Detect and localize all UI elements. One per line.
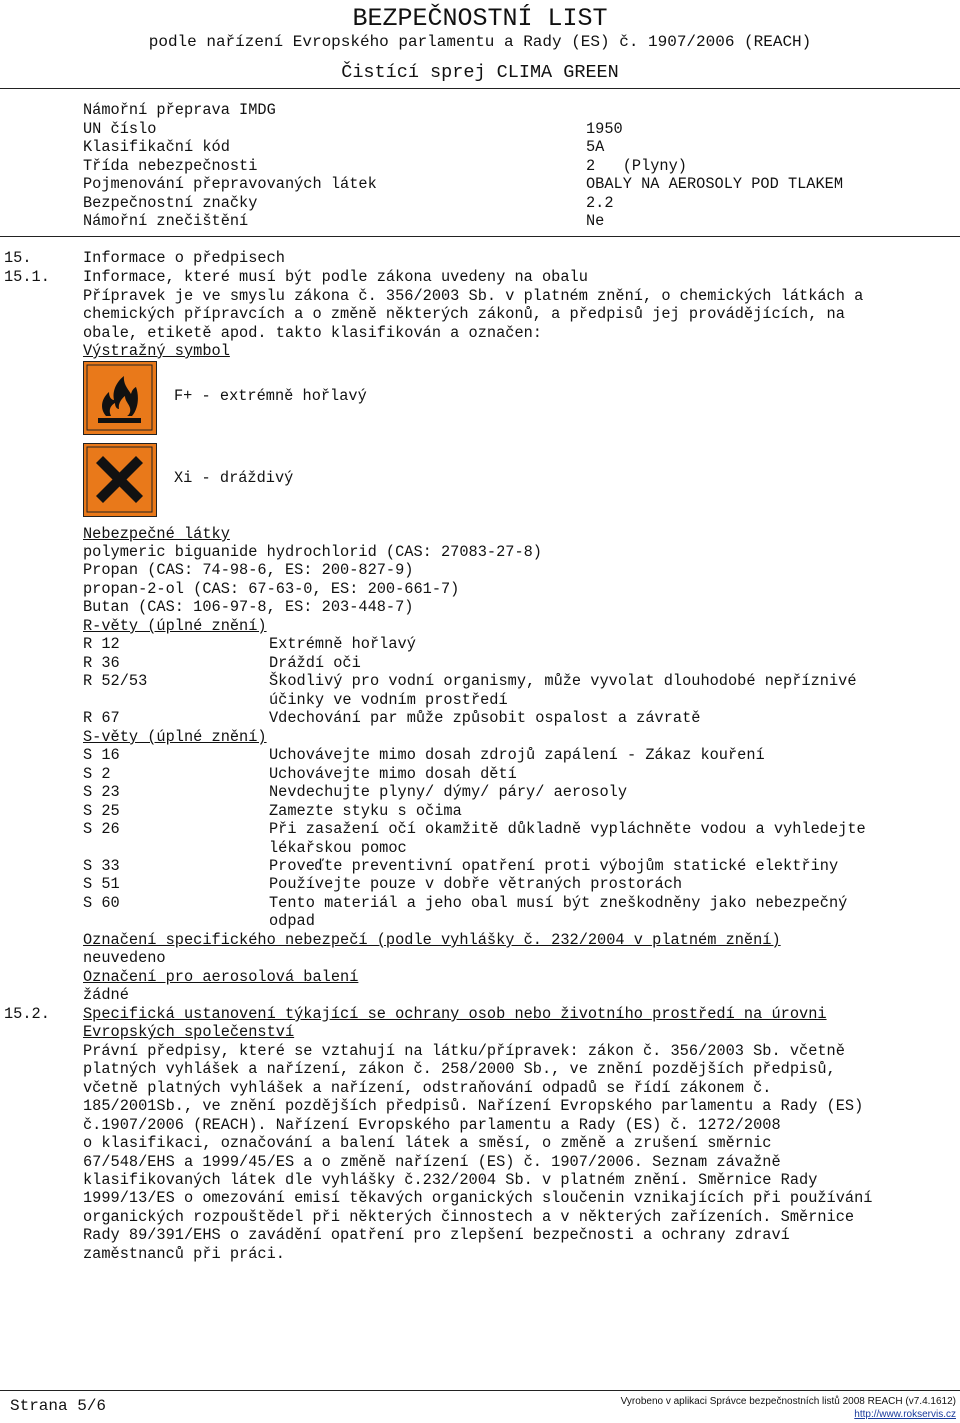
aerosol-value: žádné (83, 986, 129, 1004)
s-phrase-row (0, 875, 960, 893)
regulation-text: o klasifikaci, označování a balení látek a směsí, o změně a zrušení směrnic (83, 1134, 772, 1152)
specific-hazard-heading: Označení specifického nebezpečí (podle vyhlášky č. 232/2004 v platném znění) (83, 931, 781, 949)
s-phrase-row (0, 857, 960, 875)
footer-divider (0, 1390, 960, 1391)
regulation-text: klasifikovaných látek dle vyhlášky č.232/2004 Sb. v platném znění. Směrnice Rady (83, 1171, 818, 1189)
imdg-label: Třída nebezpečnosti (83, 157, 258, 175)
phrase-code: R 12 (83, 635, 120, 653)
regulation-text: Rady 89/391/EHS o zavádění opatření pro zlepšení bezpečnosti a ochrany zdraví (83, 1226, 790, 1244)
phrase-text: Při zasažení očí okamžitě důkladně vypláchněte vodou a vyhledejte (269, 820, 866, 838)
phrase-text: Zamezte styku s očima (269, 802, 462, 820)
phrase-code: S 60 (83, 894, 120, 912)
hazard-item: polymeric biguanide hydrochlorid (CAS: 27083-27-8) (83, 543, 542, 561)
imdg-value: 5A (586, 138, 605, 156)
r-phrase-row (0, 709, 960, 727)
regulation-text: 1999/13/ES o omezování emisí těkavých organických sloučenin vznikajících při používání (83, 1189, 873, 1207)
phrase-text: Uchovávejte mimo dosah zdrojů zapálení - Zákaz kouření (269, 746, 765, 764)
s-phrase-row (0, 783, 960, 801)
imdg-heading: Námořní přeprava IMDG (83, 101, 276, 119)
s-phrase-row (0, 746, 960, 764)
imdg-row (0, 194, 960, 212)
phrase-text: Nevdechujte plyny/ dýmy/ páry/ aerosoly (269, 783, 628, 801)
phrase-text: Škodlivý pro vodní organismy, může vyvolat dlouhodobé nepříznivé (269, 672, 857, 690)
specific-hazard-value: neuvedeno (83, 949, 166, 967)
section-15-2-heading (0, 1005, 960, 1023)
imdg-value: OBALY NA AEROSOLY POD TLAKEM (586, 175, 844, 193)
header-divider (0, 88, 960, 89)
imdg-label: Klasifikační kód (83, 138, 230, 156)
phrase-code: S 25 (83, 802, 120, 820)
phrase-text: Používejte pouze v dobře větraných prostorách (269, 875, 683, 893)
s-phrases-heading: S-věty (úplné znění) (83, 728, 267, 746)
symbol-row (0, 469, 960, 487)
section-title: Informace, které musí být podle zákona uvedeny na obalu (83, 268, 588, 286)
imdg-label: Pojmenování přepravovaných látek (83, 175, 377, 193)
phrase-text: Dráždí oči (269, 654, 361, 672)
phrase-text: Tento materiál a jeho obal musí být zneškodněny jako nebezpečný (269, 894, 848, 912)
phrase-code: S 51 (83, 875, 120, 893)
section-15-heading (0, 249, 960, 267)
phrase-text: Proveďte preventivní opatření proti výbojům statické elektřiny (269, 857, 839, 875)
intro-text: obale, etiketě apod. takto klasifikován a označen: (83, 324, 542, 342)
page-number: Strana 5/6 (10, 1397, 107, 1415)
imdg-row (0, 212, 960, 230)
phrase-code: S 26 (83, 820, 120, 838)
phrase-text-continued: účinky ve vodním prostředí (269, 691, 508, 709)
imdg-row (0, 138, 960, 156)
symbol-label: F+ - extrémně hořlavý (174, 387, 367, 405)
regulation-text: č.1907/2006 (REACH). Nařízení Evropského parlamentu a Rady (ES) č. 1272/2008 (83, 1116, 781, 1134)
symbol-heading-row (0, 342, 960, 360)
regulation-text: platných vyhlášek a nařízení, zákon č. 258/2000 Sb., ve znění pozdějších předpisů, (83, 1060, 836, 1078)
phrase-text: Vdechování par může způsobit ospalost a závratě (269, 709, 701, 727)
phrase-code: R 52/53 (83, 672, 148, 690)
phrase-text: Extrémně hořlavý (269, 635, 416, 653)
product-name: Čistící sprej CLIMA GREEN (341, 62, 619, 83)
aerosol-heading: Označení pro aerosolová balení (83, 968, 359, 986)
imdg-row (0, 120, 960, 138)
section-15-1-heading (0, 268, 960, 286)
regulation-text: Právní předpisy, které se vztahují na látku/přípravek: zákon č. 356/2003 Sb. včetně (83, 1042, 845, 1060)
s-phrase-row (0, 802, 960, 820)
imdg-row (0, 175, 960, 193)
r-phrases-heading: R-věty (úplné znění) (83, 617, 267, 635)
document-title: BEZPEČNOSTNÍ LIST (352, 4, 608, 33)
phrase-code: S 2 (83, 765, 111, 783)
regulation-text: 67/548/EHS a 1999/45/ES a o změně nařízení (ES) č. 1907/2006. Seznam závažně (83, 1153, 781, 1171)
r-phrase-row (0, 654, 960, 672)
intro-text: Přípravek je ve smyslu zákona č. 356/2003 Sb. v platném znění, o chemických látkách a (83, 287, 864, 305)
s-phrase-row (0, 894, 960, 912)
hazard-item: Propan (CAS: 74-98-6, ES: 200-827-9) (83, 561, 414, 579)
regulation-text: zaměstnanců při práci. (83, 1245, 285, 1263)
section-number: 15.1. (4, 268, 50, 286)
phrase-code: R 67 (83, 709, 120, 727)
phrase-code: S 16 (83, 746, 120, 764)
section-title: Specifická ustanovení týkající se ochrany osob nebo životního prostředí na úrovni (83, 1005, 827, 1023)
hazard-heading: Nebezpečné látky (83, 525, 230, 543)
phrase-text: Uchovávejte mimo dosah dětí (269, 765, 517, 783)
imdg-value: 2.2 (586, 194, 614, 212)
section-number: 15. (4, 249, 32, 267)
imdg-value: 1950 (586, 120, 623, 138)
imdg-row (0, 157, 960, 175)
r-phrase-row (0, 635, 960, 653)
section-title-continued: Evropských společenství (83, 1023, 295, 1041)
imdg-label: Bezpečnostní značky (83, 194, 258, 212)
phrase-text-continued: lékařskou pomoc (269, 839, 407, 857)
phrase-text-continued: odpad (269, 912, 315, 930)
r-phrase-row (0, 672, 960, 690)
imdg-value: Ne (586, 212, 605, 230)
phrase-code: R 36 (83, 654, 120, 672)
s-phrase-row (0, 765, 960, 783)
imdg-value: 2 (Plyny) (586, 157, 687, 175)
symbol-label: Xi - dráždivý (174, 469, 294, 487)
imdg-section (0, 101, 960, 119)
imdg-label: UN číslo (83, 120, 157, 138)
generator-note: Vyrobeno v aplikaci Správce bezpečnostních listů 2008 REACH (v7.4.1612) (620, 1396, 956, 1407)
hazard-item: propan-2-ol (CAS: 67-63-0, ES: 200-661-7) (83, 580, 460, 598)
website-link[interactable]: http://www.rokservis.cz (854, 1409, 956, 1420)
section-number: 15.2. (4, 1005, 50, 1023)
regulation-subtitle: podle nařízení Evropského parlamentu a Rady (ES) č. 1907/2006 (REACH) (148, 33, 812, 51)
s-phrase-row (0, 820, 960, 838)
regulation-text: organických rozpouštědel při některých činnostech a v některých zařízeních. Směrnice (83, 1208, 855, 1226)
intro-line (0, 324, 960, 342)
intro-line (0, 305, 960, 323)
intro-text: chemických přípravcích a o změně některých zákonů, a předpisů jej provádějících, na (83, 305, 845, 323)
hazard-item: Butan (CAS: 106-97-8, ES: 203-448-7) (83, 598, 414, 616)
imdg-label: Námořní znečištění (83, 212, 249, 230)
section-divider (0, 236, 960, 237)
symbol-row (0, 387, 960, 405)
intro-line (0, 287, 960, 305)
regulation-text: včetně platných vyhlášek a nařízení, odstraňování odpadů se řídí zákonem č. (83, 1079, 772, 1097)
section-title: Informace o předpisech (83, 249, 285, 267)
regulation-text: 185/2001Sb., ve znění pozdějších předpisů. Nařízení Evropského parlamentu a Rady (ES) (83, 1097, 864, 1115)
symbol-heading: Výstražný symbol (83, 342, 230, 360)
phrase-code: S 33 (83, 857, 120, 875)
phrase-code: S 23 (83, 783, 120, 801)
